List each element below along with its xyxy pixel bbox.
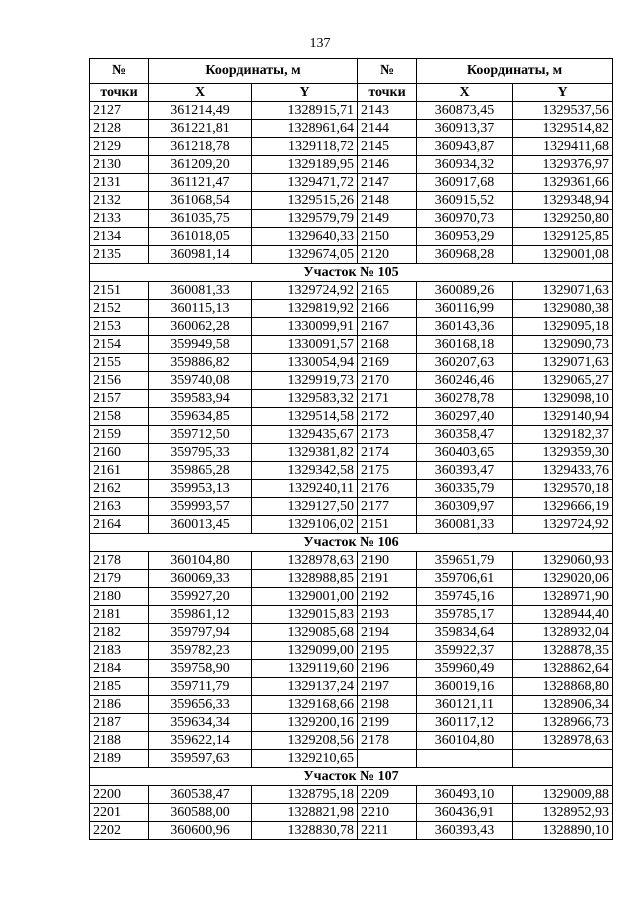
point-number-right <box>358 750 417 768</box>
coord-y-right: 1329060,93 <box>513 552 613 570</box>
table-row <box>90 516 613 534</box>
coord-x-right: 360297,40 <box>417 408 513 426</box>
point-number-left: 2185 <box>90 678 149 696</box>
page-number: 137 <box>309 36 331 51</box>
coord-x-right: 360081,33 <box>417 516 513 534</box>
coord-y-left: 1330054,94 <box>252 354 358 372</box>
table-row <box>90 498 613 516</box>
point-number-right: 2148 <box>358 192 417 210</box>
point-number-right: 2199 <box>358 714 417 732</box>
section-title: Участок № 105 <box>90 264 613 282</box>
table-row <box>90 210 613 228</box>
point-number-left: 2163 <box>90 498 149 516</box>
point-number-left: 2157 <box>90 390 149 408</box>
coord-y-right: 1329411,68 <box>513 138 613 156</box>
coord-y-left: 1329724,92 <box>252 282 358 300</box>
coord-y-right: 1329065,27 <box>513 372 613 390</box>
coord-x-right: 360873,45 <box>417 102 513 120</box>
coord-x-left: 360081,33 <box>149 282 252 300</box>
table-row <box>90 642 613 660</box>
coord-x-left: 359886,82 <box>149 354 252 372</box>
table-row <box>90 552 613 570</box>
coord-x-right: 360934,32 <box>417 156 513 174</box>
point-number-right: 2209 <box>358 786 417 804</box>
point-number-right: 2198 <box>358 696 417 714</box>
point-number-right: 2151 <box>358 516 417 534</box>
coord-x-right: 360143,36 <box>417 318 513 336</box>
coord-x-left: 359782,23 <box>149 642 252 660</box>
point-number-left: 2181 <box>90 606 149 624</box>
coord-x-right: 360393,47 <box>417 462 513 480</box>
coord-y-right: 1329071,63 <box>513 354 613 372</box>
table-row <box>90 102 613 120</box>
coord-x-left: 360062,28 <box>149 318 252 336</box>
coord-y-right: 1328906,34 <box>513 696 613 714</box>
coord-y-left: 1328821,98 <box>252 804 358 822</box>
point-number-left: 2186 <box>90 696 149 714</box>
point-number-right: 2166 <box>358 300 417 318</box>
coord-y-left: 1328978,63 <box>252 552 358 570</box>
coord-x-right: 360121,11 <box>417 696 513 714</box>
coord-y-left: 1329001,00 <box>252 588 358 606</box>
point-number-right: 2165 <box>358 282 417 300</box>
coord-y-right: 1328978,63 <box>513 732 613 750</box>
header-x-left: X <box>149 84 252 102</box>
coord-y-right: 1329020,06 <box>513 570 613 588</box>
coord-x-left: 359583,94 <box>149 390 252 408</box>
point-number-right: 2167 <box>358 318 417 336</box>
table-row <box>90 444 613 462</box>
point-number-right: 2196 <box>358 660 417 678</box>
coord-x-left: 361214,49 <box>149 102 252 120</box>
coord-x-right: 360493,10 <box>417 786 513 804</box>
table-row <box>90 408 613 426</box>
coord-x-right: 360117,12 <box>417 714 513 732</box>
table-row <box>90 750 613 768</box>
point-number-right: 2211 <box>358 822 417 840</box>
coord-x-right: 360019,16 <box>417 678 513 696</box>
coord-y-left: 1328988,85 <box>252 570 358 588</box>
point-number-right: 2147 <box>358 174 417 192</box>
table-row <box>90 246 613 264</box>
coord-x-right: 360246,46 <box>417 372 513 390</box>
point-number-left: 2179 <box>90 570 149 588</box>
coord-y-left: 1329640,33 <box>252 228 358 246</box>
table-row <box>90 156 613 174</box>
header-num-sub-left: точки <box>90 84 149 102</box>
header-coords-left: Координаты, м <box>149 59 358 84</box>
point-number-right: 2173 <box>358 426 417 444</box>
table-row <box>90 624 613 642</box>
point-number-left: 2187 <box>90 714 149 732</box>
coord-x-left: 359861,12 <box>149 606 252 624</box>
coord-y-right: 1329125,85 <box>513 228 613 246</box>
coord-x-right: 360309,97 <box>417 498 513 516</box>
coord-y-right: 1329095,18 <box>513 318 613 336</box>
coord-y-left: 1329583,32 <box>252 390 358 408</box>
point-number-left: 2153 <box>90 318 149 336</box>
coord-y-right: 1328932,04 <box>513 624 613 642</box>
table-row <box>90 588 613 606</box>
coord-y-right: 1329098,10 <box>513 390 613 408</box>
coord-x-left: 359656,33 <box>149 696 252 714</box>
coord-x-left: 359740,08 <box>149 372 252 390</box>
coord-x-right: 360436,91 <box>417 804 513 822</box>
section-title: Участок № 107 <box>90 768 613 786</box>
coord-x-right: 359922,37 <box>417 642 513 660</box>
coord-x-left: 359711,79 <box>149 678 252 696</box>
coord-x-right: 360968,28 <box>417 246 513 264</box>
point-number-right: 2171 <box>358 390 417 408</box>
coord-y-right <box>513 750 613 768</box>
coord-x-right: 360207,63 <box>417 354 513 372</box>
table-row <box>90 390 613 408</box>
point-number-right: 2172 <box>358 408 417 426</box>
coord-y-right: 1328878,35 <box>513 642 613 660</box>
point-number-right: 2178 <box>358 732 417 750</box>
coord-x-left: 360981,14 <box>149 246 252 264</box>
coord-y-left: 1329099,00 <box>252 642 358 660</box>
coord-x-right: 360917,68 <box>417 174 513 192</box>
point-number-left: 2159 <box>90 426 149 444</box>
table-row <box>90 480 613 498</box>
point-number-right: 2168 <box>358 336 417 354</box>
point-number-right: 2194 <box>358 624 417 642</box>
coord-x-left: 359865,28 <box>149 462 252 480</box>
coord-y-right: 1328890,10 <box>513 822 613 840</box>
point-number-right: 2144 <box>358 120 417 138</box>
point-number-left: 2132 <box>90 192 149 210</box>
coord-y-right: 1328971,90 <box>513 588 613 606</box>
header-x-right: X <box>417 84 513 102</box>
point-number-right: 2146 <box>358 156 417 174</box>
coord-y-left: 1329674,05 <box>252 246 358 264</box>
table-row <box>90 426 613 444</box>
coord-x-left: 359797,94 <box>149 624 252 642</box>
point-number-left: 2162 <box>90 480 149 498</box>
point-number-right: 2176 <box>358 480 417 498</box>
coord-x-left: 359712,50 <box>149 426 252 444</box>
coord-y-right: 1329140,94 <box>513 408 613 426</box>
point-number-right: 2149 <box>358 210 417 228</box>
coord-y-left: 1329106,02 <box>252 516 358 534</box>
coord-y-left: 1329471,72 <box>252 174 358 192</box>
coord-x-right: 360970,73 <box>417 210 513 228</box>
point-number-left: 2154 <box>90 336 149 354</box>
point-number-left: 2134 <box>90 228 149 246</box>
coord-x-left: 359597,63 <box>149 750 252 768</box>
table-row <box>90 804 613 822</box>
point-number-left: 2202 <box>90 822 149 840</box>
point-number-left: 2178 <box>90 552 149 570</box>
coord-y-right: 1329361,66 <box>513 174 613 192</box>
point-number-right: 2150 <box>358 228 417 246</box>
point-number-left: 2156 <box>90 372 149 390</box>
coord-x-right <box>417 750 513 768</box>
coord-x-right: 359651,79 <box>417 552 513 570</box>
table-row <box>90 660 613 678</box>
table-row <box>90 192 613 210</box>
coord-y-left: 1329015,83 <box>252 606 358 624</box>
coord-x-left: 361035,75 <box>149 210 252 228</box>
coord-y-right: 1329009,88 <box>513 786 613 804</box>
coord-x-left: 359622,14 <box>149 732 252 750</box>
coord-y-left: 1329189,95 <box>252 156 358 174</box>
point-number-right: 2190 <box>358 552 417 570</box>
coord-y-left: 1329119,60 <box>252 660 358 678</box>
point-number-right: 2169 <box>358 354 417 372</box>
header-y-left: Y <box>252 84 358 102</box>
table-row <box>90 570 613 588</box>
table-row <box>90 228 613 246</box>
coord-y-right: 1328944,40 <box>513 606 613 624</box>
coord-x-right: 359706,61 <box>417 570 513 588</box>
point-number-left: 2135 <box>90 246 149 264</box>
point-number-left: 2189 <box>90 750 149 768</box>
point-number-right: 2170 <box>358 372 417 390</box>
coord-y-left: 1328961,64 <box>252 120 358 138</box>
coord-y-right: 1329537,56 <box>513 102 613 120</box>
point-number-left: 2129 <box>90 138 149 156</box>
coord-x-left: 360538,47 <box>149 786 252 804</box>
table-row <box>90 786 613 804</box>
table-row <box>90 120 613 138</box>
coord-y-left: 1329435,67 <box>252 426 358 444</box>
table-row <box>90 282 613 300</box>
point-number-left: 2182 <box>90 624 149 642</box>
section-header-row <box>90 768 613 786</box>
point-number-left: 2161 <box>90 462 149 480</box>
point-number-left: 2151 <box>90 282 149 300</box>
header-y-right: Y <box>513 84 613 102</box>
table-row <box>90 714 613 732</box>
coord-y-left: 1329210,65 <box>252 750 358 768</box>
coord-y-right: 1329724,92 <box>513 516 613 534</box>
coord-x-right: 360168,18 <box>417 336 513 354</box>
table-row <box>90 462 613 480</box>
table-row <box>90 822 613 840</box>
point-number-right: 2120 <box>358 246 417 264</box>
section-header-row <box>90 264 613 282</box>
point-number-left: 2180 <box>90 588 149 606</box>
coord-x-left: 360013,45 <box>149 516 252 534</box>
coord-y-right: 1329570,18 <box>513 480 613 498</box>
table-row <box>90 300 613 318</box>
coord-y-right: 1329090,73 <box>513 336 613 354</box>
coord-y-right: 1329348,94 <box>513 192 613 210</box>
coord-y-left: 1329085,68 <box>252 624 358 642</box>
coord-x-left: 361068,54 <box>149 192 252 210</box>
point-number-right: 2210 <box>358 804 417 822</box>
coord-y-left: 1329240,11 <box>252 480 358 498</box>
header-num-left: № <box>90 59 149 84</box>
coord-y-left: 1329381,82 <box>252 444 358 462</box>
section-title: Участок № 106 <box>90 534 613 552</box>
coord-x-right: 360278,78 <box>417 390 513 408</box>
coord-y-left: 1328915,71 <box>252 102 358 120</box>
coord-x-right: 360335,79 <box>417 480 513 498</box>
table-row <box>90 174 613 192</box>
coord-x-left: 361018,05 <box>149 228 252 246</box>
coord-y-left: 1329208,56 <box>252 732 358 750</box>
coord-x-right: 359834,64 <box>417 624 513 642</box>
coord-y-left: 1329515,26 <box>252 192 358 210</box>
coord-y-right: 1329080,38 <box>513 300 613 318</box>
coord-y-right: 1329666,19 <box>513 498 613 516</box>
coord-x-left: 359634,85 <box>149 408 252 426</box>
coord-y-right: 1329376,97 <box>513 156 613 174</box>
coord-y-right: 1329250,80 <box>513 210 613 228</box>
coord-y-right: 1328868,80 <box>513 678 613 696</box>
coord-y-left: 1329342,58 <box>252 462 358 480</box>
coord-x-left: 359758,90 <box>149 660 252 678</box>
table-row <box>90 372 613 390</box>
coord-x-left: 360600,96 <box>149 822 252 840</box>
point-number-right: 2195 <box>358 642 417 660</box>
table-row <box>90 138 613 156</box>
point-number-left: 2201 <box>90 804 149 822</box>
point-number-left: 2152 <box>90 300 149 318</box>
coord-x-left: 359795,33 <box>149 444 252 462</box>
coord-y-left: 1330091,57 <box>252 336 358 354</box>
point-number-left: 2200 <box>90 786 149 804</box>
coord-y-right: 1328862,64 <box>513 660 613 678</box>
coord-x-right: 360943,87 <box>417 138 513 156</box>
coord-x-right: 359745,16 <box>417 588 513 606</box>
coord-y-right: 1329182,37 <box>513 426 613 444</box>
point-number-left: 2155 <box>90 354 149 372</box>
coord-y-left: 1329127,50 <box>252 498 358 516</box>
coord-y-right: 1329433,76 <box>513 462 613 480</box>
coord-x-left: 361218,78 <box>149 138 252 156</box>
point-number-left: 2184 <box>90 660 149 678</box>
header-num-sub-right: точки <box>358 84 417 102</box>
coord-x-right: 360104,80 <box>417 732 513 750</box>
coord-x-right: 360089,26 <box>417 282 513 300</box>
point-number-left: 2188 <box>90 732 149 750</box>
header-coords-right: Координаты, м <box>417 59 613 84</box>
coord-x-left: 360069,33 <box>149 570 252 588</box>
point-number-right: 2175 <box>358 462 417 480</box>
coord-x-right: 359960,49 <box>417 660 513 678</box>
coord-y-right: 1329001,08 <box>513 246 613 264</box>
table-body <box>90 102 613 840</box>
coord-x-right: 359785,17 <box>417 606 513 624</box>
coord-x-left: 359927,20 <box>149 588 252 606</box>
coord-x-left: 361209,20 <box>149 156 252 174</box>
point-number-left: 2183 <box>90 642 149 660</box>
table-row <box>90 696 613 714</box>
coord-x-right: 360915,52 <box>417 192 513 210</box>
coord-x-left: 360115,13 <box>149 300 252 318</box>
coord-y-left: 1329514,58 <box>252 408 358 426</box>
coord-x-right: 360393,43 <box>417 822 513 840</box>
coord-x-right: 360913,37 <box>417 120 513 138</box>
coord-y-left: 1329137,24 <box>252 678 358 696</box>
coord-y-left: 1329118,72 <box>252 138 358 156</box>
coord-y-left: 1328795,18 <box>252 786 358 804</box>
coord-x-left: 359953,13 <box>149 480 252 498</box>
coord-x-right: 360116,99 <box>417 300 513 318</box>
coord-x-left: 360588,00 <box>149 804 252 822</box>
point-number-right: 2174 <box>358 444 417 462</box>
table-row <box>90 678 613 696</box>
coord-x-left: 359634,34 <box>149 714 252 732</box>
coord-y-right: 1329514,82 <box>513 120 613 138</box>
coord-y-right: 1328952,93 <box>513 804 613 822</box>
section-header-row <box>90 534 613 552</box>
point-number-right: 2192 <box>358 588 417 606</box>
coord-y-right: 1329071,63 <box>513 282 613 300</box>
table-row <box>90 606 613 624</box>
point-number-left: 2133 <box>90 210 149 228</box>
coord-x-right: 360358,47 <box>417 426 513 444</box>
table-row <box>90 732 613 750</box>
point-number-left: 2131 <box>90 174 149 192</box>
coord-y-right: 1329359,30 <box>513 444 613 462</box>
coord-y-left: 1329919,73 <box>252 372 358 390</box>
point-number-left: 2164 <box>90 516 149 534</box>
coord-x-left: 361221,81 <box>149 120 252 138</box>
coord-y-left: 1329168,66 <box>252 696 358 714</box>
point-number-right: 2193 <box>358 606 417 624</box>
point-number-left: 2130 <box>90 156 149 174</box>
table-row <box>90 354 613 372</box>
header-num-right: № <box>358 59 417 84</box>
point-number-right: 2191 <box>358 570 417 588</box>
point-number-right: 2177 <box>358 498 417 516</box>
coord-y-left: 1329200,16 <box>252 714 358 732</box>
coord-x-left: 359993,57 <box>149 498 252 516</box>
coord-x-right: 360403,65 <box>417 444 513 462</box>
coord-x-right: 360953,29 <box>417 228 513 246</box>
table-row <box>90 336 613 354</box>
table-row <box>90 318 613 336</box>
coord-y-left: 1329579,79 <box>252 210 358 228</box>
coord-y-left: 1329819,92 <box>252 300 358 318</box>
point-number-right: 2143 <box>358 102 417 120</box>
coord-y-left: 1330099,91 <box>252 318 358 336</box>
coord-x-left: 361121,47 <box>149 174 252 192</box>
coord-x-left: 360104,80 <box>149 552 252 570</box>
point-number-left: 2127 <box>90 102 149 120</box>
point-number-right: 2197 <box>358 678 417 696</box>
point-number-left: 2128 <box>90 120 149 138</box>
point-number-right: 2145 <box>358 138 417 156</box>
point-number-left: 2158 <box>90 408 149 426</box>
coord-x-left: 359949,58 <box>149 336 252 354</box>
coordinates-table <box>89 58 613 840</box>
coord-y-right: 1328966,73 <box>513 714 613 732</box>
coord-y-left: 1328830,78 <box>252 822 358 840</box>
point-number-left: 2160 <box>90 444 149 462</box>
